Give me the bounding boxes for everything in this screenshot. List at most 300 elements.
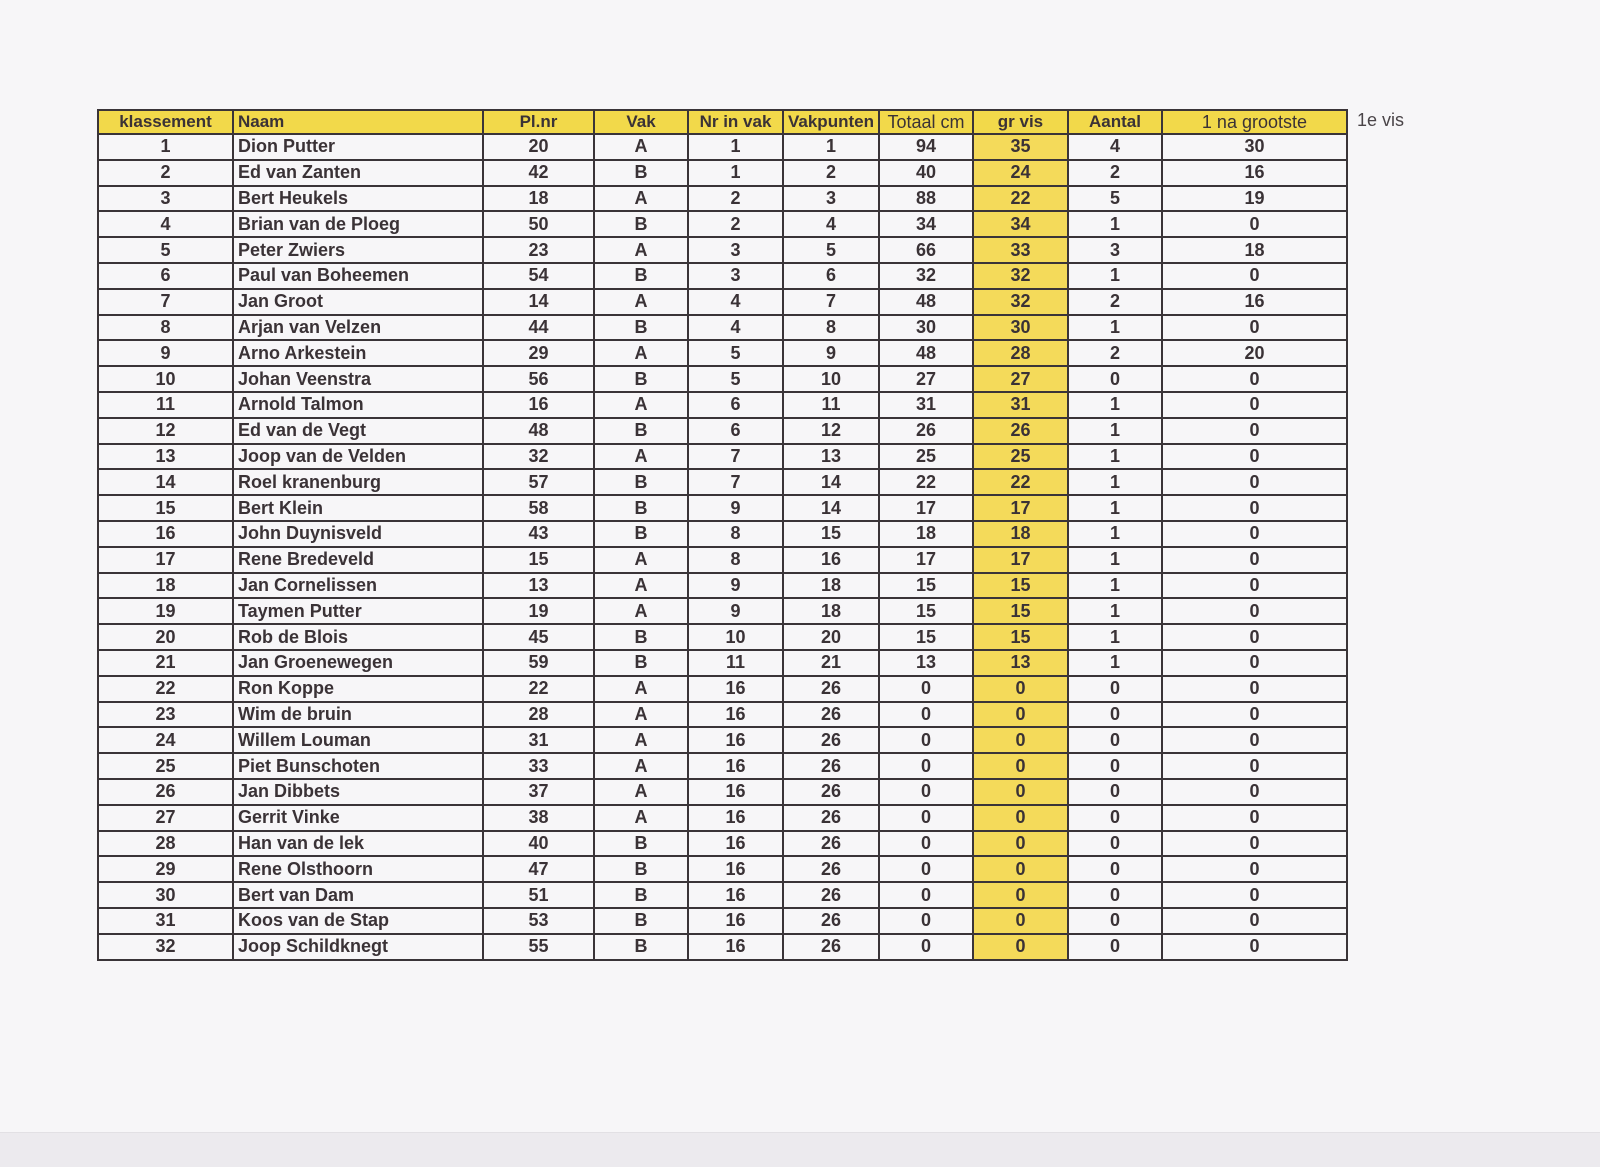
cell-klassement: 26 [98,779,233,805]
cell-nr-in-vak: 16 [688,779,783,805]
cell-klassement: 28 [98,831,233,857]
cell-nr-in-vak: 9 [688,598,783,624]
cell-naam: Rene Olsthoorn [233,856,483,882]
table-row [98,934,1347,960]
cell-klassement: 6 [98,263,233,289]
cell-gr-vis: 0 [973,779,1068,805]
cell-vak: A [594,547,688,573]
cell-1-na-grootste: 0 [1162,444,1347,470]
cell-klassement: 2 [98,160,233,186]
cell-vakpunten: 26 [783,753,879,779]
cell-naam: Ron Koppe [233,676,483,702]
cell-plnr: 45 [483,624,594,650]
cell-aantal: 1 [1068,650,1162,676]
cell-aantal: 1 [1068,211,1162,237]
cell-aantal: 1 [1068,469,1162,495]
cell-1-na-grootste: 20 [1162,340,1347,366]
cell-totaal-cm: 0 [879,676,973,702]
cell-klassement: 29 [98,856,233,882]
cell-vak: B [594,624,688,650]
cell-vakpunten: 18 [783,573,879,599]
cell-nr-in-vak: 16 [688,805,783,831]
cell-naam: Piet Bunschoten [233,753,483,779]
cell-naam: Brian van de Ploeg [233,211,483,237]
cell-nr-in-vak: 1 [688,160,783,186]
cell-vakpunten: 26 [783,908,879,934]
cell-totaal-cm: 0 [879,727,973,753]
cell-klassement: 13 [98,444,233,470]
cell-vakpunten: 8 [783,315,879,341]
cell-aantal: 0 [1068,934,1162,960]
cell-vakpunten: 5 [783,237,879,263]
cell-nr-in-vak: 9 [688,573,783,599]
cell-naam: Rob de Blois [233,624,483,650]
header-nr-in-vak: Nr in vak [688,110,783,134]
cell-vakpunten: 20 [783,624,879,650]
cell-aantal: 1 [1068,547,1162,573]
table-row [98,315,1347,341]
cell-plnr: 57 [483,469,594,495]
cell-1-na-grootste: 0 [1162,908,1347,934]
cell-totaal-cm: 40 [879,160,973,186]
cell-nr-in-vak: 9 [688,495,783,521]
cell-klassement: 30 [98,882,233,908]
cell-aantal: 2 [1068,289,1162,315]
cell-1-na-grootste: 0 [1162,856,1347,882]
cell-gr-vis: 27 [973,366,1068,392]
cell-totaal-cm: 15 [879,598,973,624]
cell-nr-in-vak: 16 [688,831,783,857]
cell-totaal-cm: 48 [879,289,973,315]
cell-1-na-grootste: 0 [1162,650,1347,676]
cell-totaal-cm: 32 [879,263,973,289]
cell-1-na-grootste: 0 [1162,598,1347,624]
cell-plnr: 50 [483,211,594,237]
cell-vak: A [594,392,688,418]
cell-vakpunten: 26 [783,779,879,805]
cell-gr-vis: 0 [973,856,1068,882]
cell-aantal: 1 [1068,392,1162,418]
cell-aantal: 2 [1068,340,1162,366]
cell-plnr: 33 [483,753,594,779]
cell-gr-vis: 32 [973,289,1068,315]
cell-klassement: 4 [98,211,233,237]
cell-nr-in-vak: 7 [688,469,783,495]
cell-klassement: 14 [98,469,233,495]
cell-totaal-cm: 15 [879,624,973,650]
cell-naam: Koos van de Stap [233,908,483,934]
cell-klassement: 15 [98,495,233,521]
cell-naam: Arno Arkestein [233,340,483,366]
cell-1-na-grootste: 0 [1162,831,1347,857]
cell-totaal-cm: 0 [879,702,973,728]
cell-vak: A [594,805,688,831]
cell-klassement: 18 [98,573,233,599]
cell-aantal: 0 [1068,753,1162,779]
cell-vak: B [594,418,688,444]
cell-nr-in-vak: 16 [688,702,783,728]
table-row [98,831,1347,857]
cell-nr-in-vak: 2 [688,186,783,212]
cell-nr-in-vak: 1 [688,134,783,160]
cell-vakpunten: 26 [783,727,879,753]
cell-gr-vis: 0 [973,676,1068,702]
cell-vakpunten: 16 [783,547,879,573]
cell-nr-in-vak: 3 [688,237,783,263]
cell-plnr: 40 [483,831,594,857]
cell-aantal: 1 [1068,315,1162,341]
cell-aantal: 0 [1068,908,1162,934]
cell-vak: A [594,289,688,315]
cell-klassement: 31 [98,908,233,934]
cell-gr-vis: 34 [973,211,1068,237]
cell-totaal-cm: 0 [879,753,973,779]
cell-totaal-cm: 0 [879,934,973,960]
table-row [98,573,1347,599]
cell-gr-vis: 15 [973,624,1068,650]
table-row [98,521,1347,547]
cell-nr-in-vak: 16 [688,908,783,934]
cell-gr-vis: 17 [973,495,1068,521]
cell-totaal-cm: 26 [879,418,973,444]
table-row [98,444,1347,470]
cell-gr-vis: 15 [973,573,1068,599]
cell-1-na-grootste: 0 [1162,469,1347,495]
cell-totaal-cm: 17 [879,495,973,521]
cell-aantal: 1 [1068,444,1162,470]
header-1-na-grootste: 1 na grootste [1162,110,1347,134]
cell-vakpunten: 4 [783,211,879,237]
cell-plnr: 18 [483,186,594,212]
cell-1-na-grootste: 0 [1162,521,1347,547]
cell-totaal-cm: 66 [879,237,973,263]
cell-naam: Paul van Boheemen [233,263,483,289]
cell-aantal: 1 [1068,418,1162,444]
cell-gr-vis: 0 [973,702,1068,728]
cell-aantal: 1 [1068,495,1162,521]
cell-aantal: 1 [1068,263,1162,289]
header-vak: Vak [594,110,688,134]
cell-vak: B [594,160,688,186]
cell-nr-in-vak: 5 [688,340,783,366]
cell-vakpunten: 13 [783,444,879,470]
cell-plnr: 48 [483,418,594,444]
cell-klassement: 5 [98,237,233,263]
cell-klassement: 17 [98,547,233,573]
cell-gr-vis: 0 [973,934,1068,960]
cell-klassement: 10 [98,366,233,392]
table-row [98,392,1347,418]
cell-nr-in-vak: 2 [688,211,783,237]
cell-vakpunten: 12 [783,418,879,444]
cell-nr-in-vak: 3 [688,263,783,289]
cell-aantal: 0 [1068,676,1162,702]
cell-nr-in-vak: 6 [688,418,783,444]
header-gr-vis: gr vis [973,110,1068,134]
cell-gr-vis: 15 [973,598,1068,624]
cell-vak: A [594,134,688,160]
cell-vakpunten: 3 [783,186,879,212]
cell-aantal: 1 [1068,573,1162,599]
cell-naam: Jan Groot [233,289,483,315]
cell-1-na-grootste: 30 [1162,134,1347,160]
cell-1-na-grootste: 0 [1162,753,1347,779]
cell-totaal-cm: 94 [879,134,973,160]
cell-naam: Ed van de Vegt [233,418,483,444]
table-row [98,134,1347,160]
cell-1-na-grootste: 0 [1162,366,1347,392]
cell-aantal: 0 [1068,831,1162,857]
cell-vakpunten: 26 [783,934,879,960]
cell-nr-in-vak: 5 [688,366,783,392]
cell-1-na-grootste: 16 [1162,289,1347,315]
cell-totaal-cm: 18 [879,521,973,547]
cell-plnr: 29 [483,340,594,366]
cell-totaal-cm: 0 [879,908,973,934]
cell-totaal-cm: 0 [879,831,973,857]
cell-1-na-grootste: 19 [1162,186,1347,212]
cell-naam: Ed van Zanten [233,160,483,186]
cell-naam: Rene Bredeveld [233,547,483,573]
cell-nr-in-vak: 10 [688,624,783,650]
table-body [98,134,1347,960]
cell-gr-vis: 25 [973,444,1068,470]
cell-vak: A [594,779,688,805]
header-row [98,110,1347,134]
cell-1-na-grootste: 0 [1162,882,1347,908]
cell-plnr: 31 [483,727,594,753]
table-row [98,547,1347,573]
cell-1-na-grootste: 0 [1162,573,1347,599]
table-row [98,418,1347,444]
cell-vakpunten: 26 [783,882,879,908]
cell-klassement: 1 [98,134,233,160]
table-row [98,469,1347,495]
table-row [98,340,1347,366]
cell-totaal-cm: 31 [879,392,973,418]
table-row [98,624,1347,650]
table-row [98,289,1347,315]
cell-1-na-grootste: 0 [1162,263,1347,289]
cell-naam: Joop Schildknegt [233,934,483,960]
cell-aantal: 0 [1068,702,1162,728]
table-row [98,676,1347,702]
cell-naam: Willem Louman [233,727,483,753]
cell-plnr: 51 [483,882,594,908]
cell-naam: Bert Klein [233,495,483,521]
cell-naam: Jan Groenewegen [233,650,483,676]
cell-naam: Taymen Putter [233,598,483,624]
cell-aantal: 0 [1068,856,1162,882]
cell-aantal: 0 [1068,805,1162,831]
cell-1-na-grootste: 0 [1162,727,1347,753]
cell-totaal-cm: 0 [879,882,973,908]
cell-vak: B [594,882,688,908]
cell-plnr: 14 [483,289,594,315]
cell-vakpunten: 6 [783,263,879,289]
cell-1-na-grootste: 0 [1162,624,1347,650]
cell-gr-vis: 30 [973,315,1068,341]
cell-vakpunten: 26 [783,831,879,857]
cell-nr-in-vak: 4 [688,315,783,341]
cell-naam: Jan Dibbets [233,779,483,805]
paper-edge [0,1132,1600,1167]
cell-vak: B [594,315,688,341]
cell-vakpunten: 11 [783,392,879,418]
cell-vakpunten: 26 [783,856,879,882]
cell-klassement: 32 [98,934,233,960]
cell-vak: B [594,908,688,934]
cell-aantal: 1 [1068,598,1162,624]
cell-klassement: 22 [98,676,233,702]
table-row [98,856,1347,882]
cell-gr-vis: 0 [973,727,1068,753]
cell-plnr: 53 [483,908,594,934]
cell-1-na-grootste: 0 [1162,547,1347,573]
header-plnr: Pl.nr [483,110,594,134]
cell-vak: A [594,598,688,624]
cell-nr-in-vak: 16 [688,676,783,702]
cell-klassement: 27 [98,805,233,831]
cell-aantal: 0 [1068,779,1162,805]
cell-plnr: 56 [483,366,594,392]
cell-nr-in-vak: 16 [688,727,783,753]
cell-naam: Jan Cornelissen [233,573,483,599]
cell-klassement: 19 [98,598,233,624]
cell-totaal-cm: 15 [879,573,973,599]
table-row [98,650,1347,676]
header-totaal-cm: Totaal cm [879,110,973,134]
cell-totaal-cm: 34 [879,211,973,237]
cell-vakpunten: 1 [783,134,879,160]
cell-vak: A [594,186,688,212]
cell-1-na-grootste: 0 [1162,315,1347,341]
header-vakpunten: Vakpunten [783,110,879,134]
cell-plnr: 19 [483,598,594,624]
table-row [98,263,1347,289]
cell-klassement: 25 [98,753,233,779]
cell-plnr: 37 [483,779,594,805]
cell-aantal: 0 [1068,727,1162,753]
cell-vakpunten: 7 [783,289,879,315]
cell-vakpunten: 18 [783,598,879,624]
header-aantal: Aantal [1068,110,1162,134]
cell-naam: Roel kranenburg [233,469,483,495]
cell-klassement: 11 [98,392,233,418]
cell-klassement: 12 [98,418,233,444]
cell-plnr: 13 [483,573,594,599]
cell-naam: John Duynisveld [233,521,483,547]
cell-nr-in-vak: 6 [688,392,783,418]
cell-naam: Gerrit Vinke [233,805,483,831]
cell-naam: Joop van de Velden [233,444,483,470]
cell-gr-vis: 0 [973,908,1068,934]
cell-vakpunten: 2 [783,160,879,186]
cell-aantal: 0 [1068,366,1162,392]
cell-gr-vis: 17 [973,547,1068,573]
cell-aantal: 1 [1068,521,1162,547]
cell-nr-in-vak: 8 [688,547,783,573]
table-row [98,366,1347,392]
cell-plnr: 38 [483,805,594,831]
table-row [98,882,1347,908]
cell-nr-in-vak: 16 [688,753,783,779]
cell-plnr: 22 [483,676,594,702]
table-row [98,753,1347,779]
cell-vak: B [594,934,688,960]
cell-vakpunten: 26 [783,805,879,831]
cell-vakpunten: 15 [783,521,879,547]
cell-naam: Bert Heukels [233,186,483,212]
cell-plnr: 42 [483,160,594,186]
cell-vak: A [594,727,688,753]
cell-plnr: 43 [483,521,594,547]
cell-klassement: 8 [98,315,233,341]
cell-1-na-grootste: 0 [1162,934,1347,960]
cell-plnr: 28 [483,702,594,728]
cell-totaal-cm: 0 [879,805,973,831]
cell-nr-in-vak: 7 [688,444,783,470]
cell-vak: B [594,366,688,392]
cell-vak: B [594,856,688,882]
cell-naam: Arnold Talmon [233,392,483,418]
table-row [98,186,1347,212]
cell-naam: Dion Putter [233,134,483,160]
cell-nr-in-vak: 16 [688,882,783,908]
table-row [98,779,1347,805]
cell-1-na-grootste: 0 [1162,805,1347,831]
cell-plnr: 32 [483,444,594,470]
cell-totaal-cm: 27 [879,366,973,392]
cell-totaal-cm: 25 [879,444,973,470]
cell-1-na-grootste: 0 [1162,392,1347,418]
cell-vakpunten: 21 [783,650,879,676]
cell-totaal-cm: 88 [879,186,973,212]
cell-vak: B [594,521,688,547]
cell-vak: A [594,676,688,702]
cell-vak: B [594,211,688,237]
cell-plnr: 59 [483,650,594,676]
cell-vak: A [594,237,688,263]
cell-plnr: 55 [483,934,594,960]
cell-klassement: 3 [98,186,233,212]
header-naam: Naam [233,110,483,134]
cell-1-na-grootste: 18 [1162,237,1347,263]
cell-aantal: 5 [1068,186,1162,212]
cell-totaal-cm: 13 [879,650,973,676]
cell-gr-vis: 35 [973,134,1068,160]
cell-nr-in-vak: 16 [688,856,783,882]
cell-vak: A [594,753,688,779]
cell-aantal: 3 [1068,237,1162,263]
cell-gr-vis: 26 [973,418,1068,444]
table-row [98,908,1347,934]
cell-vakpunten: 10 [783,366,879,392]
cell-vak: B [594,263,688,289]
cell-klassement: 7 [98,289,233,315]
cell-plnr: 15 [483,547,594,573]
table-row [98,495,1347,521]
cell-1-na-grootste: 0 [1162,676,1347,702]
cell-plnr: 20 [483,134,594,160]
cell-gr-vis: 32 [973,263,1068,289]
cell-vak: B [594,495,688,521]
cell-gr-vis: 0 [973,882,1068,908]
cell-naam: Wim de bruin [233,702,483,728]
cell-aantal: 1 [1068,624,1162,650]
cell-gr-vis: 28 [973,340,1068,366]
cell-gr-vis: 18 [973,521,1068,547]
